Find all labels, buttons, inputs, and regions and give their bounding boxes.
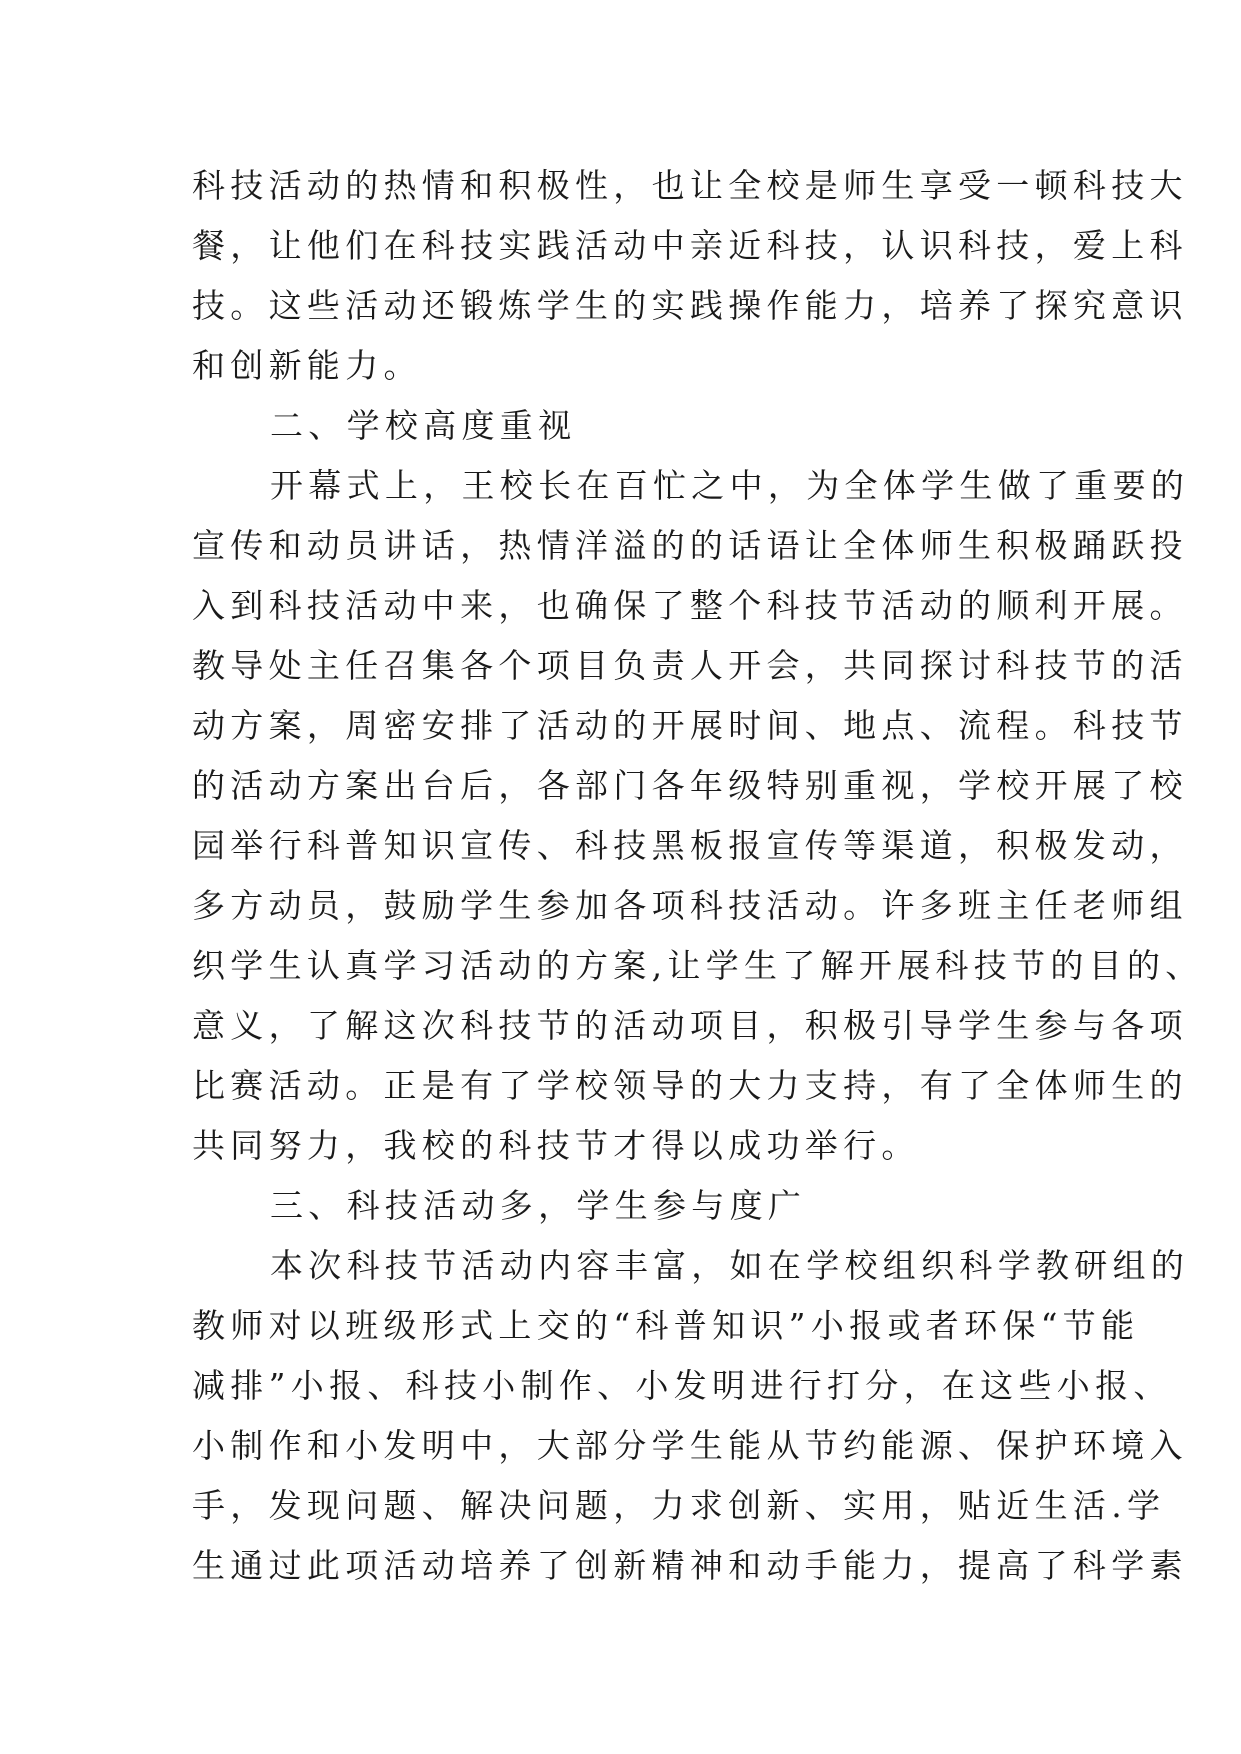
paragraph-line: 比赛活动。正是有了学校领导的大力支持，有了全体师生的 — [192, 1066, 1188, 1105]
paragraph-line: 手，发现问题、解决问题，力求创新、实用，贴近生活.学 — [192, 1486, 1166, 1525]
paragraph-line: 开幕式上，王校长在百忙之中，为全体学生做了重要的 — [270, 466, 1190, 505]
paragraph-continuation-line: 技。这些活动还锻炼学生的实践操作能力，培养了探究意识 — [192, 286, 1188, 325]
paragraph-line: 园举行科普知识宣传、科技黑板报宣传等渠道，积极发动， — [192, 826, 1188, 865]
paragraph-line: 共同努力，我校的科技节才得以成功举行。 — [192, 1126, 920, 1165]
paragraph-line: 教师对以班级形式上交的“科普知识”小报或者环保“节能 — [192, 1306, 1140, 1345]
section-heading-2: 二、学校高度重视 — [270, 406, 577, 445]
document-body — [192, 156, 1204, 1596]
paragraph-line: 入到科技活动中来，也确保了整个科技节活动的顺利开展。 — [192, 586, 1188, 625]
paragraph-continuation-line: 和创新能力。 — [192, 346, 422, 385]
paragraph-line: 的活动方案出台后，各部门各年级特别重视，学校开展了校 — [192, 766, 1188, 805]
paragraph-line: 动方案，周密安排了活动的开展时间、地点、流程。科技节 — [192, 706, 1188, 745]
paragraph-continuation-line: 科技活动的热情和积极性，也让全校是师生享受一顿科技大 — [192, 166, 1188, 205]
section-heading-3: 三、科技活动多，学生参与度广 — [270, 1186, 807, 1225]
paragraph-line: 多方动员，鼓励学生参加各项科技活动。许多班主任老师组 — [192, 886, 1188, 925]
paragraph-line: 教导处主任召集各个项目负责人开会，共同探讨科技节的活 — [192, 646, 1188, 685]
paragraph-line: 生通过此项活动培养了创新精神和动手能力，提高了科学素 — [192, 1546, 1188, 1585]
paragraph-line: 织学生认真学习活动的方案,让学生了解开展科技节的目的、 — [192, 946, 1204, 985]
paragraph-line: 减排”小报、科技小制作、小发明进行打分，在这些小报、 — [192, 1366, 1172, 1405]
paragraph-continuation-line: 餐，让他们在科技实践活动中亲近科技，认识科技，爱上科 — [192, 226, 1188, 265]
paragraph-line: 小制作和小发明中，大部分学生能从节约能源、保护环境入 — [192, 1426, 1188, 1465]
paragraph-line: 本次科技节活动内容丰富，如在学校组织科学教研组的 — [270, 1246, 1190, 1285]
paragraph-line: 宣传和动员讲话，热情洋溢的的话语让全体师生积极踊跃投 — [192, 526, 1188, 565]
paragraph-line: 意义，了解这次科技节的活动项目，积极引导学生参与各项 — [192, 1006, 1188, 1045]
